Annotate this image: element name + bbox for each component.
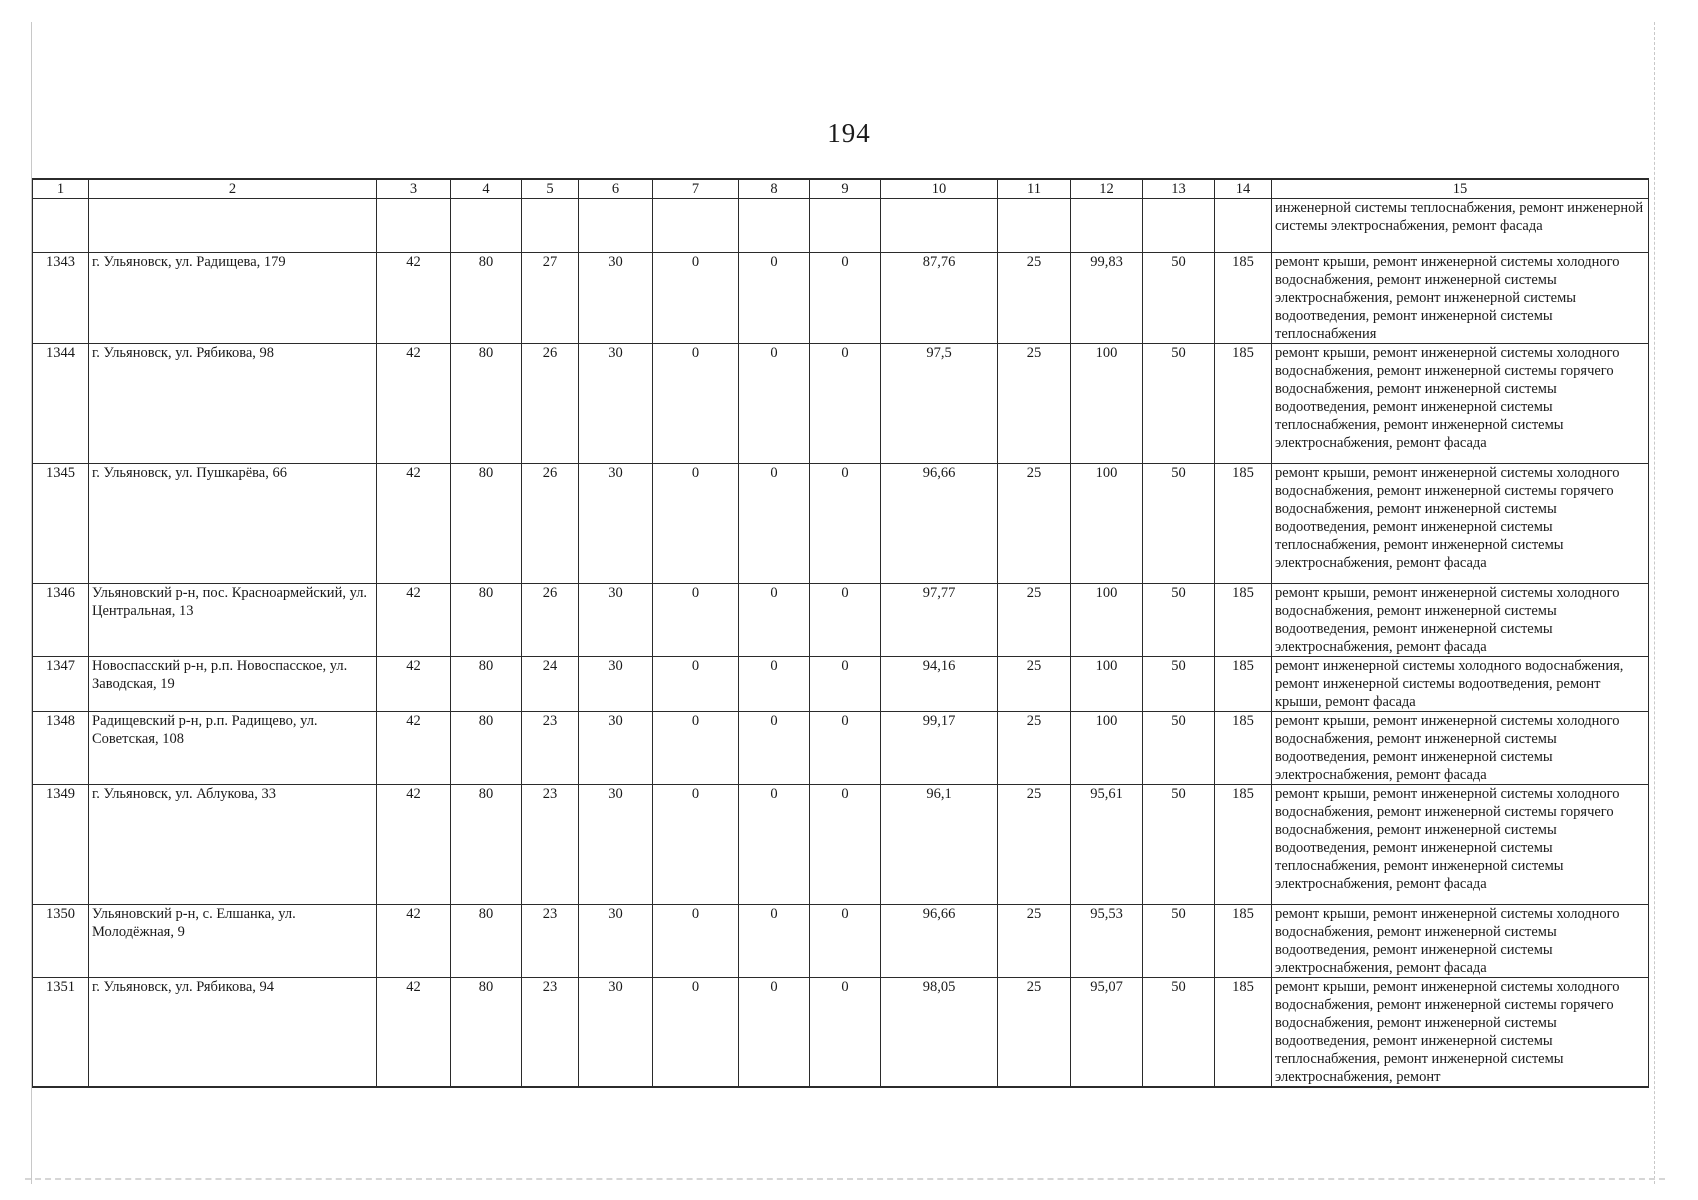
cell-col-13: 50 bbox=[1143, 584, 1215, 657]
column-number-3: 3 bbox=[377, 179, 451, 199]
table-row bbox=[33, 657, 1649, 712]
cell-col-8: 0 bbox=[739, 712, 810, 785]
cell-col-5: 26 bbox=[522, 344, 579, 464]
cell-col-4 bbox=[451, 199, 522, 253]
cell-row-number: 1345 bbox=[33, 464, 89, 584]
cell-address: г. Ульяновск, ул. Рябикова, 94 bbox=[89, 978, 377, 1088]
cell-col-10: 94,16 bbox=[881, 657, 998, 712]
cell-col-8: 0 bbox=[739, 657, 810, 712]
column-number-14: 14 bbox=[1215, 179, 1272, 199]
column-number-13: 13 bbox=[1143, 179, 1215, 199]
cell-col-3: 42 bbox=[377, 253, 451, 344]
cell-col-11: 25 bbox=[998, 464, 1071, 584]
cell-col-5: 23 bbox=[522, 785, 579, 905]
cell-col-13: 50 bbox=[1143, 344, 1215, 464]
cell-col-9: 0 bbox=[810, 712, 881, 785]
table-row bbox=[33, 978, 1649, 1088]
cell-col-10: 87,76 bbox=[881, 253, 998, 344]
cell-work-types: ремонт крыши, ремонт инженерной системы холодного водоснабжения, ремонт инженерной системы электроснабжения, ремонт инженерной системы водоотведения, ремонт инженерной системы теплоснабжения bbox=[1272, 253, 1649, 344]
column-number-12: 12 bbox=[1071, 179, 1143, 199]
cell-col-14: 185 bbox=[1215, 253, 1272, 344]
column-number-5: 5 bbox=[522, 179, 579, 199]
cell-col-9: 0 bbox=[810, 464, 881, 584]
cell-col-12: 100 bbox=[1071, 657, 1143, 712]
cell-work-types: инженерной системы теплоснабжения, ремонт инженерной системы электроснабжения, ремонт фасада bbox=[1272, 199, 1649, 253]
cell-col-3: 42 bbox=[377, 978, 451, 1088]
cell-col-14: 185 bbox=[1215, 584, 1272, 657]
cell-col-7 bbox=[653, 199, 739, 253]
cell-col-8 bbox=[739, 199, 810, 253]
cell-col-4: 80 bbox=[451, 905, 522, 978]
cell-col-7: 0 bbox=[653, 978, 739, 1088]
cell-col-8: 0 bbox=[739, 584, 810, 657]
cell-col-10: 98,05 bbox=[881, 978, 998, 1088]
cell-col-4: 80 bbox=[451, 584, 522, 657]
cell-col-7: 0 bbox=[653, 657, 739, 712]
table-row bbox=[33, 464, 1649, 584]
cell-col-14: 185 bbox=[1215, 344, 1272, 464]
cell-col-8: 0 bbox=[739, 344, 810, 464]
cell-col-11: 25 bbox=[998, 584, 1071, 657]
cell-col-6: 30 bbox=[579, 905, 653, 978]
cell-col-8: 0 bbox=[739, 464, 810, 584]
cell-row-number bbox=[33, 199, 89, 253]
cell-col-8: 0 bbox=[739, 905, 810, 978]
column-number-11: 11 bbox=[998, 179, 1071, 199]
cell-col-4: 80 bbox=[451, 464, 522, 584]
cell-col-12: 95,07 bbox=[1071, 978, 1143, 1088]
cell-col-4: 80 bbox=[451, 657, 522, 712]
cell-col-12: 100 bbox=[1071, 584, 1143, 657]
cell-col-13: 50 bbox=[1143, 905, 1215, 978]
cell-col-13: 50 bbox=[1143, 253, 1215, 344]
cell-col-11: 25 bbox=[998, 253, 1071, 344]
cell-work-types: ремонт крыши, ремонт инженерной системы холодного водоснабжения, ремонт инженерной системы горячего водоснабжения, ремонт инженерной системы водоотведения, ремонт инженерной системы теплоснабжения, ремонт инженерной системы электроснабжения, ремонт bbox=[1272, 978, 1649, 1088]
cell-col-11: 25 bbox=[998, 657, 1071, 712]
cell-col-6: 30 bbox=[579, 978, 653, 1088]
cell-col-6 bbox=[579, 199, 653, 253]
cell-col-14: 185 bbox=[1215, 657, 1272, 712]
cell-work-types: ремонт крыши, ремонт инженерной системы холодного водоснабжения, ремонт инженерной системы водоотведения, ремонт инженерной системы электроснабжения, ремонт фасада bbox=[1272, 584, 1649, 657]
cell-work-types: ремонт инженерной системы холодного водоснабжения, ремонт инженерной системы водоотведения, ремонт крыши, ремонт фасада bbox=[1272, 657, 1649, 712]
cell-col-6: 30 bbox=[579, 344, 653, 464]
cell-address: Новоспасский р-н, р.п. Новоспасское, ул. Заводская, 19 bbox=[89, 657, 377, 712]
cell-col-13: 50 bbox=[1143, 657, 1215, 712]
cell-col-11 bbox=[998, 199, 1071, 253]
cell-col-14: 185 bbox=[1215, 905, 1272, 978]
cell-col-3: 42 bbox=[377, 905, 451, 978]
cell-col-3 bbox=[377, 199, 451, 253]
cell-col-11: 25 bbox=[998, 905, 1071, 978]
scan-artifact-line bbox=[25, 1178, 1665, 1180]
cell-col-12: 100 bbox=[1071, 344, 1143, 464]
cell-col-14: 185 bbox=[1215, 464, 1272, 584]
cell-col-4: 80 bbox=[451, 253, 522, 344]
cell-col-5: 23 bbox=[522, 712, 579, 785]
cell-col-6: 30 bbox=[579, 464, 653, 584]
cell-col-10: 96,66 bbox=[881, 905, 998, 978]
cell-row-number: 1344 bbox=[33, 344, 89, 464]
table-row bbox=[33, 905, 1649, 978]
cell-col-5: 24 bbox=[522, 657, 579, 712]
table-row bbox=[33, 712, 1649, 785]
cell-col-8: 0 bbox=[739, 785, 810, 905]
cell-col-6: 30 bbox=[579, 253, 653, 344]
column-number-15: 15 bbox=[1272, 179, 1649, 199]
column-number-4: 4 bbox=[451, 179, 522, 199]
cell-work-types: ремонт крыши, ремонт инженерной системы холодного водоснабжения, ремонт инженерной системы горячего водоснабжения, ремонт инженерной системы водоотведения, ремонт инженерной системы теплоснабжения, ремонт инженерной системы электроснабжения, ремонт фасада bbox=[1272, 785, 1649, 905]
column-number-7: 7 bbox=[653, 179, 739, 199]
table-row bbox=[33, 785, 1649, 905]
cell-col-11: 25 bbox=[998, 712, 1071, 785]
cell-row-number: 1348 bbox=[33, 712, 89, 785]
cell-row-number: 1347 bbox=[33, 657, 89, 712]
cell-col-13 bbox=[1143, 199, 1215, 253]
cell-col-6: 30 bbox=[579, 712, 653, 785]
cell-col-11: 25 bbox=[998, 785, 1071, 905]
cell-col-9: 0 bbox=[810, 905, 881, 978]
cell-col-9: 0 bbox=[810, 978, 881, 1088]
cell-address: г. Ульяновск, ул. Радищева, 179 bbox=[89, 253, 377, 344]
cell-col-7: 0 bbox=[653, 584, 739, 657]
column-number-10: 10 bbox=[881, 179, 998, 199]
cell-col-10: 96,1 bbox=[881, 785, 998, 905]
table-body bbox=[33, 179, 1649, 1087]
column-number-1: 1 bbox=[33, 179, 89, 199]
cell-col-3: 42 bbox=[377, 584, 451, 657]
table-row bbox=[33, 584, 1649, 657]
page-number: 194 bbox=[827, 118, 871, 148]
cell-col-4: 80 bbox=[451, 785, 522, 905]
cell-col-7: 0 bbox=[653, 344, 739, 464]
cell-col-5: 26 bbox=[522, 584, 579, 657]
cell-col-11: 25 bbox=[998, 344, 1071, 464]
cell-col-9: 0 bbox=[810, 785, 881, 905]
cell-col-5: 26 bbox=[522, 464, 579, 584]
cell-col-12: 95,61 bbox=[1071, 785, 1143, 905]
cell-col-6: 30 bbox=[579, 785, 653, 905]
cell-row-number: 1350 bbox=[33, 905, 89, 978]
cell-address: Радищевский р-н, р.п. Радищево, ул. Советская, 108 bbox=[89, 712, 377, 785]
cell-col-5: 27 bbox=[522, 253, 579, 344]
cell-col-9: 0 bbox=[810, 344, 881, 464]
cell-col-3: 42 bbox=[377, 464, 451, 584]
cell-col-14: 185 bbox=[1215, 978, 1272, 1088]
cell-col-14: 185 bbox=[1215, 785, 1272, 905]
cell-col-10: 97,5 bbox=[881, 344, 998, 464]
cell-col-10: 97,77 bbox=[881, 584, 998, 657]
cell-col-10: 96,66 bbox=[881, 464, 998, 584]
column-number-9: 9 bbox=[810, 179, 881, 199]
cell-address: г. Ульяновск, ул. Пушкарёва, 66 bbox=[89, 464, 377, 584]
cell-col-13: 50 bbox=[1143, 785, 1215, 905]
cell-col-7: 0 bbox=[653, 253, 739, 344]
cell-work-types: ремонт крыши, ремонт инженерной системы холодного водоснабжения, ремонт инженерной системы водоотведения, ремонт инженерной системы электроснабжения, ремонт фасада bbox=[1272, 905, 1649, 978]
table-row bbox=[33, 344, 1649, 464]
cell-col-12: 99,83 bbox=[1071, 253, 1143, 344]
cell-col-12: 100 bbox=[1071, 712, 1143, 785]
repair-program-table bbox=[32, 178, 1649, 1088]
cell-col-5: 23 bbox=[522, 978, 579, 1088]
cell-row-number: 1351 bbox=[33, 978, 89, 1088]
cell-col-5: 23 bbox=[522, 905, 579, 978]
column-number-header-row bbox=[33, 179, 1649, 199]
cell-col-7: 0 bbox=[653, 905, 739, 978]
cell-col-4: 80 bbox=[451, 712, 522, 785]
cell-col-6: 30 bbox=[579, 584, 653, 657]
cell-address: г. Ульяновск, ул. Аблукова, 33 bbox=[89, 785, 377, 905]
cell-work-types: ремонт крыши, ремонт инженерной системы холодного водоснабжения, ремонт инженерной системы водоотведения, ремонт инженерной системы электроснабжения, ремонт фасада bbox=[1272, 712, 1649, 785]
table-row bbox=[33, 199, 1649, 253]
cell-col-9: 0 bbox=[810, 584, 881, 657]
cell-col-9: 0 bbox=[810, 253, 881, 344]
cell-col-4: 80 bbox=[451, 978, 522, 1088]
cell-address: Ульяновский р-н, пос. Красноармейский, ул. Центральная, 13 bbox=[89, 584, 377, 657]
cell-col-5 bbox=[522, 199, 579, 253]
cell-col-11: 25 bbox=[998, 978, 1071, 1088]
cell-row-number: 1343 bbox=[33, 253, 89, 344]
column-number-8: 8 bbox=[739, 179, 810, 199]
cell-col-14 bbox=[1215, 199, 1272, 253]
cell-col-14: 185 bbox=[1215, 712, 1272, 785]
cell-col-3: 42 bbox=[377, 344, 451, 464]
cell-col-13: 50 bbox=[1143, 464, 1215, 584]
cell-col-13: 50 bbox=[1143, 978, 1215, 1088]
cell-col-8: 0 bbox=[739, 253, 810, 344]
column-number-6: 6 bbox=[579, 179, 653, 199]
cell-col-7: 0 bbox=[653, 712, 739, 785]
cell-work-types: ремонт крыши, ремонт инженерной системы холодного водоснабжения, ремонт инженерной системы горячего водоснабжения, ремонт инженерной системы водоотведения, ремонт инженерной системы теплоснабжения, ремонт инженерной системы электроснабжения, ремонт фасада bbox=[1272, 464, 1649, 584]
cell-col-8: 0 bbox=[739, 978, 810, 1088]
cell-row-number: 1349 bbox=[33, 785, 89, 905]
cell-col-9: 0 bbox=[810, 657, 881, 712]
cell-col-12: 95,53 bbox=[1071, 905, 1143, 978]
cell-col-3: 42 bbox=[377, 785, 451, 905]
cell-col-4: 80 bbox=[451, 344, 522, 464]
cell-col-10 bbox=[881, 199, 998, 253]
cell-col-3: 42 bbox=[377, 657, 451, 712]
cell-col-12: 100 bbox=[1071, 464, 1143, 584]
cell-address: Ульяновский р-н, с. Елшанка, ул. Молодёжная, 9 bbox=[89, 905, 377, 978]
cell-col-12 bbox=[1071, 199, 1143, 253]
cell-address bbox=[89, 199, 377, 253]
cell-col-13: 50 bbox=[1143, 712, 1215, 785]
cell-address: г. Ульяновск, ул. Рябикова, 98 bbox=[89, 344, 377, 464]
cell-col-6: 30 bbox=[579, 657, 653, 712]
cell-col-7: 0 bbox=[653, 464, 739, 584]
cell-col-9 bbox=[810, 199, 881, 253]
table-row bbox=[33, 253, 1649, 344]
cell-work-types: ремонт крыши, ремонт инженерной системы холодного водоснабжения, ремонт инженерной системы горячего водоснабжения, ремонт инженерной системы водоотведения, ремонт инженерной системы теплоснабжения, ремонт инженерной системы электроснабжения, ремонт фасада bbox=[1272, 344, 1649, 464]
column-number-2: 2 bbox=[89, 179, 377, 199]
cell-row-number: 1346 bbox=[33, 584, 89, 657]
cell-col-7: 0 bbox=[653, 785, 739, 905]
cell-col-3: 42 bbox=[377, 712, 451, 785]
cell-col-10: 99,17 bbox=[881, 712, 998, 785]
